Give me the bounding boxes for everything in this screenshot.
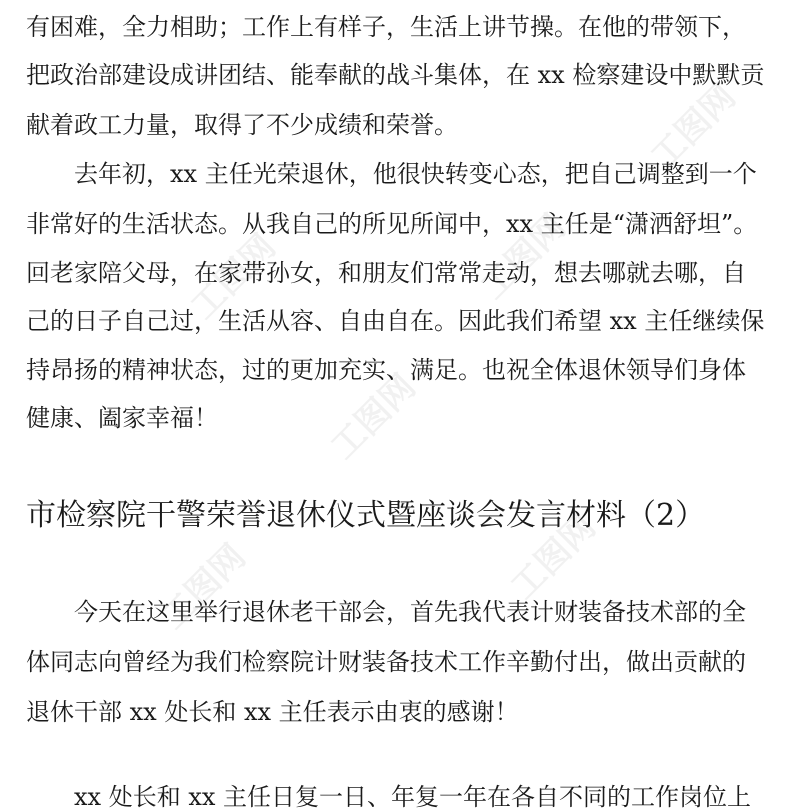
- paragraph-line: 回老家陪父母，在家带孙女，和朋友们常常走动，想去哪就去哪，自: [26, 259, 746, 287]
- paragraph-line: 献着政工力量，取得了不少成绩和荣誉。: [26, 111, 458, 139]
- paragraph-line: 非常好的生活状态。从我自己的所见所闻中，xx 主任是“潇洒舒坦”。: [26, 210, 758, 238]
- watermark: 工图网: [323, 366, 424, 468]
- paragraph-line: 有困难，全力相助；工作上有样子，生活上讲节操。在他的带领下，: [26, 13, 746, 41]
- paragraph-line: 今天在这里举行退休老干部会，首先我代表计财装备技术部的全: [26, 598, 746, 626]
- watermark: 工图网: [183, 226, 284, 328]
- paragraph-line: xx 处长和 xx 主任日复一日、年复一年在各自不同的工作岗位上: [26, 783, 752, 811]
- paragraph-line: 己的日子自己过，生活从容、自由自在。因此我们希望 xx 主任继续保: [26, 307, 765, 335]
- paragraph-line: 健康、阖家幸福！: [26, 404, 218, 432]
- paragraph-line: 退休干部 xx 处长和 xx 主任表示由衷的感谢！: [26, 698, 519, 726]
- paragraph-line: 持昂扬的精神状态，过的更加充实、满足。也祝全体退休领导们身体: [26, 356, 746, 384]
- watermark: 工图网: [503, 506, 604, 608]
- paragraph-line: 把政治部建设成讲团结、能奉献的战斗集体，在 xx 检察建设中默默贡: [26, 61, 765, 89]
- paragraph-line: 体同志向曾经为我们检察院计财装备技术工作辛勤付出，做出贡献的: [26, 648, 746, 676]
- section-title: 市检察院干警荣誉退休仪式暨座谈会发言材料（2）: [26, 498, 706, 533]
- watermark: 工图网: [153, 536, 254, 638]
- watermark: 工图网: [643, 76, 744, 178]
- paragraph-line: 去年初，xx 主任光荣退休，他很快转变心态，把自己调整到一个: [26, 160, 757, 188]
- watermark: 工图网: [473, 206, 574, 308]
